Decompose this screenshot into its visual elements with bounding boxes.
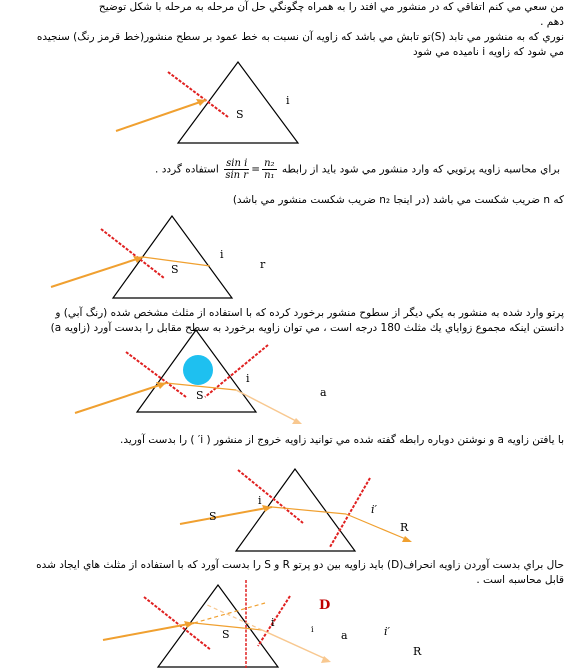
label-R: R xyxy=(413,645,422,658)
refracted-ray xyxy=(272,507,346,514)
label-i: i xyxy=(246,372,250,385)
arrow-head xyxy=(184,621,194,628)
incident-ray xyxy=(116,100,206,131)
refractive-index-paragraph: كه n ضريب شكست مي باشد (در اينجا n₂ ضريب شكست منشور مي باشد) xyxy=(232,194,564,206)
label-i-prime: i′ xyxy=(384,625,391,638)
formula-lhs: $\frac{\text{sin i}}{\text{sin r}}$ xyxy=(225,158,249,181)
formula-text-after: استفاده گردد . xyxy=(155,163,219,176)
label-small-i: i xyxy=(311,625,314,634)
formula-equals: = xyxy=(251,163,261,176)
figure-3 xyxy=(75,330,302,424)
deviation-paragraph: حال براي بدست آوردن زاويه انحراف(D) بايد زاويه بين دو پرتو R و S را بدست آورد كه با استفاده از مثلث هاي ايجاد شده قابل محاسبه است . xyxy=(36,559,564,586)
figure-2 xyxy=(51,216,232,298)
label-S: S xyxy=(196,389,204,402)
incident-extension xyxy=(194,603,265,623)
normal-line-1 xyxy=(126,352,186,397)
label-i-prime: i′ xyxy=(371,503,378,516)
figure-1 xyxy=(116,62,298,143)
label-i: i xyxy=(258,494,262,507)
figure-5 xyxy=(103,580,331,668)
emergent-ray xyxy=(262,630,328,660)
label-i: i xyxy=(220,248,224,261)
normal-line-1 xyxy=(238,470,303,523)
label-S: S xyxy=(171,263,179,276)
incident-ray xyxy=(75,383,166,413)
arrow-head xyxy=(402,536,412,542)
label-S: S xyxy=(209,510,217,523)
label-D: D xyxy=(319,598,331,613)
label-i: i xyxy=(271,616,275,629)
incident-ray xyxy=(51,257,143,287)
label-S: S xyxy=(236,108,244,121)
formula-text-before: براي محاسبه زاويه پرتويي كه وارد منشور مي شود بايد از رابطه xyxy=(281,163,560,176)
normal-line-2 xyxy=(205,345,268,397)
formula-paragraph xyxy=(150,158,560,181)
exit-angle-paragraph: با يافتن زاويه a و نوشتن دوباره رابطه گفته شده مي توانيد زاويه خروج از منشور ( i′ ) را بدست آوريد. xyxy=(120,434,564,446)
incident-ray xyxy=(180,507,272,524)
second-surface-paragraph: پرتو وارد شده به منشور به يكي ديگر از سطوح منشور برخورد كرده كه با استفاده از مثلث مشخص شده (رنگ آبي) و دانستن اينكه مجموع زواياي يك مثلث 180 درجه است ، مي توان زاويه برخورد به سطح مقابل را بدست آورد (زاويه a) xyxy=(50,307,564,334)
incident-ray-paragraph: نوري كه به منشور مي تابد (S)تو تابش مي باشد كه زاويه آن نسبت به خط عمود بر سطح منشور(خط قرمز رنگ) سنجيده مي شود كه زاويه i ناميده مي شود xyxy=(36,31,564,58)
arrow-head xyxy=(262,505,272,512)
label-a: a xyxy=(320,386,327,399)
emergent-ray xyxy=(346,514,408,540)
label-r: r xyxy=(260,258,266,271)
label-i: i xyxy=(286,94,290,107)
emergent-ray xyxy=(236,390,298,422)
formula-rhs: $\frac{\text{n₂}}{\text{n₁}}$ xyxy=(264,158,275,181)
prism-triangle xyxy=(113,216,232,298)
emergent-back-extension xyxy=(205,604,262,630)
snell-formula xyxy=(222,158,278,181)
triangle-marker-circle xyxy=(183,355,213,385)
label-a: a xyxy=(341,629,348,642)
label-R: R xyxy=(400,521,409,534)
label-S: S xyxy=(222,628,230,641)
intro-paragraph: من سعي مي كنم اتفاقي كه در منشور مي افتد را به همراه چگونگي حل آن مرحله به مرحله با شكل توضيح دهم . xyxy=(98,1,564,28)
